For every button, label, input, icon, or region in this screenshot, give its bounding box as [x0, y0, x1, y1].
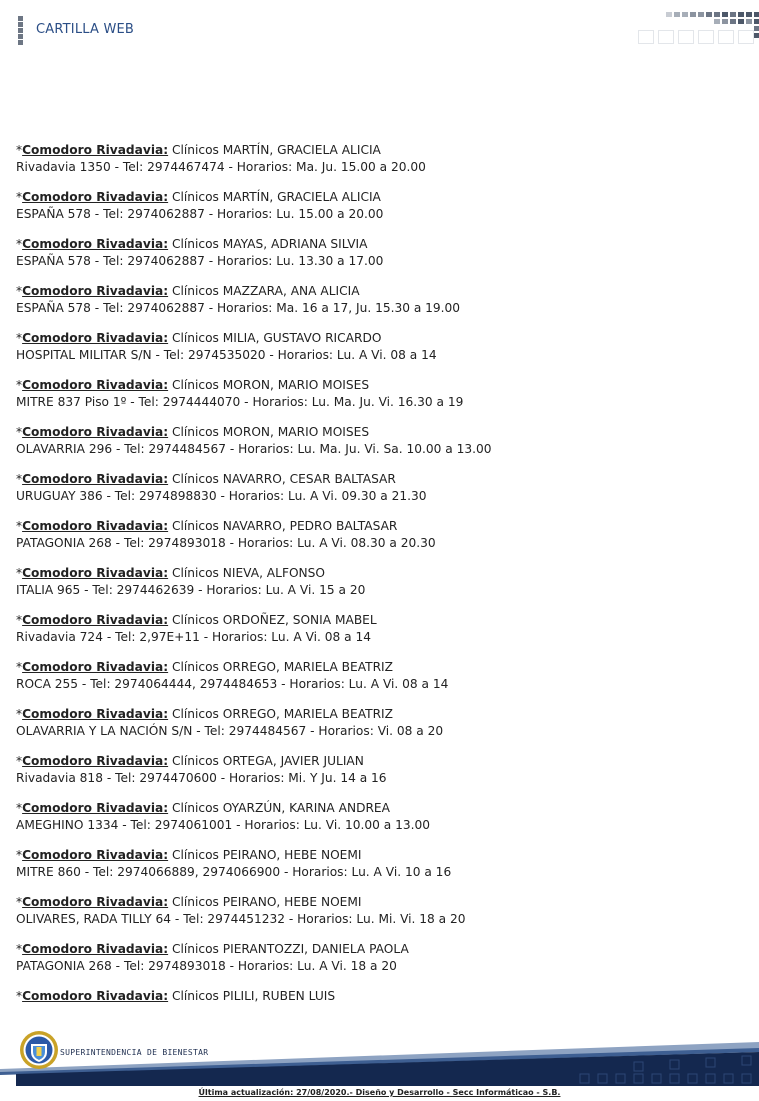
- entry-heading: *Comodoro Rivadavia: Clínicos ORTEGA, JAVIER JULIAN: [16, 754, 364, 768]
- entry-provider: Clínicos OYARZÚN, KARINA ANDREA: [171, 801, 390, 815]
- mosaic-tile: [698, 12, 704, 17]
- entry-provider: Clínicos MARTÍN, GRACIELA ALICIA: [171, 190, 381, 204]
- list-item: [16, 377, 736, 411]
- entry-provider: Clínicos ORREGO, MARIELA BEATRIZ: [171, 707, 393, 721]
- list-item: [16, 800, 736, 834]
- entry-heading: *Comodoro Rivadavia: Clínicos PIERANTOZZI, DANIELA PAOLA: [16, 942, 409, 956]
- entry-details: PATAGONIA 268 - Tel: 2974893018 - Horarios: Lu. A Vi. 18 a 20: [16, 959, 397, 973]
- entry-provider: Clínicos NIEVA, ALFONSO: [171, 566, 325, 580]
- list-item: [16, 753, 736, 787]
- list-item: [16, 142, 736, 176]
- mosaic-tile: [666, 12, 672, 17]
- entry-location: Comodoro Rivadavia:: [22, 190, 169, 204]
- list-item: [16, 612, 736, 646]
- entry-heading: *Comodoro Rivadavia: Clínicos MAYAS, ADRIANA SILVIA: [16, 237, 368, 251]
- entry-heading: *Comodoro Rivadavia: Clínicos MARTÍN, GRACIELA ALICIA: [16, 143, 381, 157]
- entry-details: PATAGONIA 268 - Tel: 2974893018 - Horarios: Lu. A Vi. 08.30 a 20.30: [16, 536, 436, 550]
- entry-heading: *Comodoro Rivadavia: Clínicos PEIRANO, HEBE NOEMI: [16, 895, 362, 909]
- entry-heading: *Comodoro Rivadavia: Clínicos NAVARRO, CESAR BALTASAR: [16, 472, 396, 486]
- entry-details: Rivadavia 1350 - Tel: 2974467474 - Horarios: Ma. Ju. 15.00 a 20.00: [16, 160, 426, 174]
- mosaic-tile: [722, 19, 728, 24]
- entry-heading: *Comodoro Rivadavia: Clínicos PILILI, RUBEN LUIS: [16, 989, 336, 1003]
- list-item: [16, 330, 736, 364]
- mosaic-tile: [730, 12, 736, 17]
- entry-details: ESPAÑA 578 - Tel: 2974062887 - Horarios: Lu. 15.00 a 20.00: [16, 207, 384, 221]
- entry-location: Comodoro Rivadavia:: [22, 237, 169, 251]
- list-item: [16, 894, 736, 928]
- entry-location: Comodoro Rivadavia:: [22, 472, 169, 486]
- entry-heading: *Comodoro Rivadavia: Clínicos NIEVA, ALFONSO: [16, 566, 325, 580]
- entry-heading: *Comodoro Rivadavia: Clínicos NAVARRO, PEDRO BALTASAR: [16, 519, 398, 533]
- entry-provider: Clínicos ORDOÑEZ, SONIA MABEL: [171, 613, 377, 627]
- entry-location: Comodoro Rivadavia:: [22, 425, 169, 439]
- organization-label: SUPERINTENDENCIA DE BIENESTAR: [60, 1048, 209, 1057]
- entry-location: Comodoro Rivadavia:: [22, 331, 169, 345]
- entry-provider: Clínicos PEIRANO, HEBE NOEMI: [171, 848, 362, 862]
- entry-details: OLAVARRIA 296 - Tel: 2974484567 - Horarios: Lu. Ma. Ju. Vi. Sa. 10.00 a 13.00: [16, 442, 492, 456]
- entry-details: Rivadavia 818 - Tel: 2974470600 - Horarios: Mi. Y Ju. 14 a 16: [16, 771, 387, 785]
- entry-provider: Clínicos PIERANTOZZI, DANIELA PAOLA: [171, 942, 409, 956]
- entry-heading: *Comodoro Rivadavia: Clínicos MORON, MARIO MOISES: [16, 378, 370, 392]
- entry-location: Comodoro Rivadavia:: [22, 660, 169, 674]
- mosaic-tile: [754, 26, 759, 31]
- list-item: [16, 988, 736, 1005]
- mosaic-outline-tile: [638, 30, 654, 44]
- entry-location: Comodoro Rivadavia:: [22, 566, 169, 580]
- entry-provider: Clínicos MORON, MARIO MOISES: [171, 378, 370, 392]
- entry-details: MITRE 860 - Tel: 2974066889, 2974066900 - Horarios: Lu. A Vi. 10 a 16: [16, 865, 452, 879]
- entry-location: Comodoro Rivadavia:: [22, 801, 169, 815]
- mosaic-outline-tile: [698, 30, 714, 44]
- entry-heading: *Comodoro Rivadavia: Clínicos OYARZÚN, KARINA ANDREA: [16, 801, 390, 815]
- list-item: [16, 847, 736, 881]
- entry-details: URUGUAY 386 - Tel: 2974898830 - Horarios: Lu. A Vi. 09.30 a 21.30: [16, 489, 427, 503]
- entry-details: ITALIA 965 - Tel: 2974462639 - Horarios: Lu. A Vi. 15 a 20: [16, 583, 366, 597]
- mosaic-tile: [754, 33, 759, 38]
- entry-heading: *Comodoro Rivadavia: Clínicos PEIRANO, HEBE NOEMI: [16, 848, 362, 862]
- mosaic-tile: [706, 12, 712, 17]
- entry-location: Comodoro Rivadavia:: [22, 613, 169, 627]
- entry-heading: *Comodoro Rivadavia: Clínicos MAZZARA, ANA ALICIA: [16, 284, 360, 298]
- entry-provider: Clínicos MAZZARA, ANA ALICIA: [171, 284, 360, 298]
- entry-location: Comodoro Rivadavia:: [22, 284, 169, 298]
- list-item: [16, 565, 736, 599]
- mosaic-outline-tile: [658, 30, 674, 44]
- mosaic-tile: [722, 12, 728, 17]
- mosaic-tile: [714, 12, 720, 17]
- entry-details: MITRE 837 Piso 1º - Tel: 2974444070 - Horarios: Lu. Ma. Ju. Vi. 16.30 a 19: [16, 395, 464, 409]
- entry-details: OLIVARES, RADA TILLY 64 - Tel: 2974451232 - Horarios: Lu. Mi. Vi. 18 a 20: [16, 912, 466, 926]
- mosaic-tile: [690, 12, 696, 17]
- list-item: [16, 424, 736, 458]
- entry-location: Comodoro Rivadavia:: [22, 378, 169, 392]
- entry-location: Comodoro Rivadavia:: [22, 754, 169, 768]
- entry-provider: Clínicos ORREGO, MARIELA BEATRIZ: [171, 660, 393, 674]
- superintendencia-seal-icon: [19, 1030, 59, 1070]
- list-item: [16, 189, 736, 223]
- entry-location: Comodoro Rivadavia:: [22, 707, 169, 721]
- entry-provider: Clínicos MILIA, GUSTAVO RICARDO: [171, 331, 382, 345]
- entry-provider: Clínicos PEIRANO, HEBE NOEMI: [171, 895, 362, 909]
- list-item: [16, 236, 736, 270]
- mosaic-tile: [730, 19, 736, 24]
- mosaic-outline-tile: [718, 30, 734, 44]
- page-title: CARTILLA WEB: [36, 22, 135, 37]
- entry-heading: *Comodoro Rivadavia: Clínicos ORREGO, MARIELA BEATRIZ: [16, 707, 393, 721]
- mosaic-tile: [746, 12, 752, 17]
- header-accent-bar: [18, 16, 23, 46]
- mosaic-tile: [746, 19, 752, 24]
- mosaic-outline-tile: [678, 30, 694, 44]
- last-update-note: Última actualización: 27/08/2020.- Diseño y Desarrollo - Secc Informáticao - S.B.: [198, 1088, 561, 1097]
- mosaic-tile: [674, 12, 680, 17]
- mosaic-tile: [754, 12, 759, 17]
- mosaic-tile: [738, 19, 744, 24]
- entry-location: Comodoro Rivadavia:: [22, 143, 169, 157]
- list-item: [16, 659, 736, 693]
- entry-location: Comodoro Rivadavia:: [22, 848, 169, 862]
- mosaic-tile: [754, 19, 759, 24]
- provider-list: [16, 142, 736, 1018]
- entry-heading: *Comodoro Rivadavia: Clínicos MORON, MARIO MOISES: [16, 425, 370, 439]
- entry-details: OLAVARRIA Y LA NACIÓN S/N - Tel: 2974484567 - Horarios: Vi. 08 a 20: [16, 724, 444, 738]
- header-mosaic-decoration: [636, 12, 759, 48]
- entry-heading: *Comodoro Rivadavia: Clínicos ORREGO, MARIELA BEATRIZ: [16, 660, 393, 674]
- entry-location: Comodoro Rivadavia:: [22, 895, 169, 909]
- footer-banner: [0, 1028, 759, 1088]
- entry-provider: Clínicos ORTEGA, JAVIER JULIAN: [171, 754, 364, 768]
- entry-details: ESPAÑA 578 - Tel: 2974062887 - Horarios: Lu. 13.30 a 17.00: [16, 254, 384, 268]
- entry-location: Comodoro Rivadavia:: [22, 942, 169, 956]
- entry-provider: Clínicos MORON, MARIO MOISES: [171, 425, 370, 439]
- entry-location: Comodoro Rivadavia:: [22, 519, 169, 533]
- entry-provider: Clínicos PILILI, RUBEN LUIS: [171, 989, 336, 1003]
- list-item: [16, 941, 736, 975]
- entry-heading: *Comodoro Rivadavia: Clínicos ORDOÑEZ, SONIA MABEL: [16, 613, 377, 627]
- entry-provider: Clínicos MAYAS, ADRIANA SILVIA: [171, 237, 368, 251]
- entry-location: Comodoro Rivadavia:: [22, 989, 169, 1003]
- page-header: [0, 0, 759, 60]
- entry-provider: Clínicos NAVARRO, CESAR BALTASAR: [171, 472, 396, 486]
- mosaic-tile: [738, 12, 744, 17]
- list-item: [16, 283, 736, 317]
- entry-details: HOSPITAL MILITAR S/N - Tel: 2974535020 - Horarios: Lu. A Vi. 08 a 14: [16, 348, 437, 362]
- list-item: [16, 471, 736, 505]
- entry-heading: *Comodoro Rivadavia: Clínicos MARTÍN, GRACIELA ALICIA: [16, 190, 381, 204]
- entry-details: Rivadavia 724 - Tel: 2,97E+11 - Horarios: Lu. A Vi. 08 a 14: [16, 630, 372, 644]
- entry-heading: *Comodoro Rivadavia: Clínicos MILIA, GUSTAVO RICARDO: [16, 331, 382, 345]
- entry-provider: Clínicos MARTÍN, GRACIELA ALICIA: [171, 143, 381, 157]
- entry-details: ESPAÑA 578 - Tel: 2974062887 - Horarios: Ma. 16 a 17, Ju. 15.30 a 19.00: [16, 301, 461, 315]
- entry-provider: Clínicos NAVARRO, PEDRO BALTASAR: [171, 519, 398, 533]
- list-item: [16, 706, 736, 740]
- mosaic-tile: [714, 19, 720, 24]
- mosaic-outline-tile: [738, 30, 754, 44]
- mosaic-tile: [682, 12, 688, 17]
- list-item: [16, 518, 736, 552]
- entry-details: ROCA 255 - Tel: 2974064444, 2974484653 - Horarios: Lu. A Vi. 08 a 14: [16, 677, 449, 691]
- entry-details: AMEGHINO 1334 - Tel: 2974061001 - Horarios: Lu. Vi. 10.00 a 13.00: [16, 818, 430, 832]
